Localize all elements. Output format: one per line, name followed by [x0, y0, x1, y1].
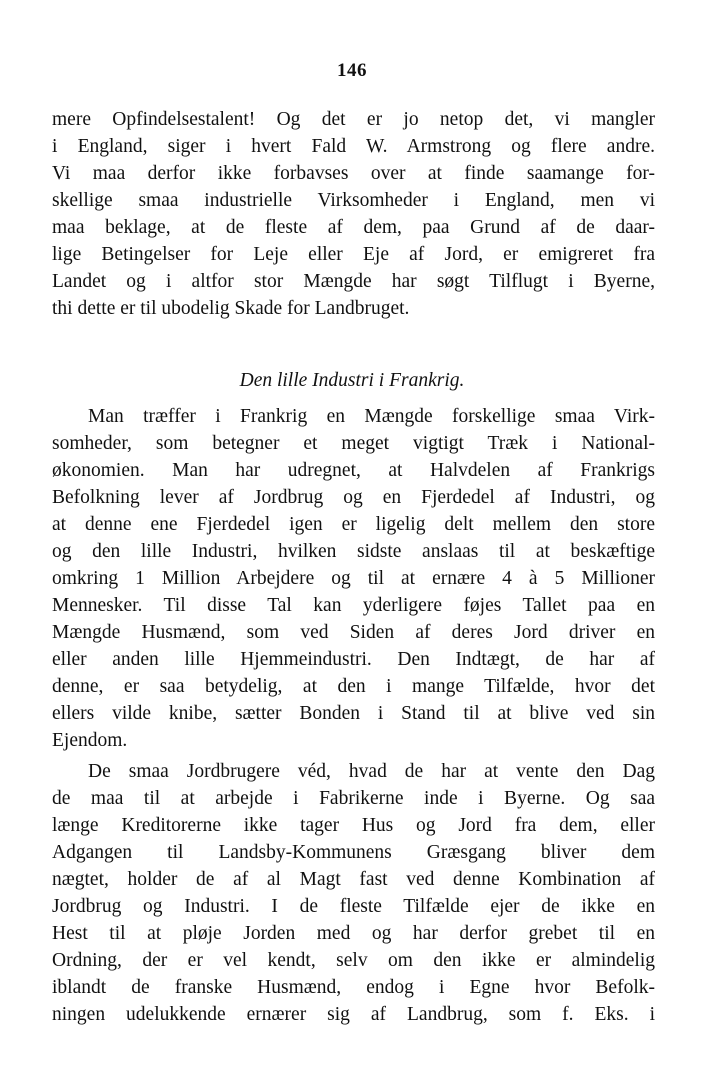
text-line: ningen udelukkende ernærer sig af Landbrug, som f. Eks. i [52, 1004, 655, 1025]
text-line: iblandt de franske Husmænd, endog i Egne hvor Befolk- [52, 977, 655, 998]
text-line: omkring 1 Million Arbejdere og til at ernære 4 à 5 Millioner [52, 568, 655, 589]
text-line: Vi maa derfor ikke forbavses over at finde saamange for- [52, 163, 655, 184]
text-line: skellige smaa industrielle Virksomheder i England, men vi [52, 190, 655, 211]
text-line: nægtet, holder de af al Magt fast ved denne Kombination af [52, 869, 655, 890]
text-line: Ejendom. [52, 730, 128, 751]
text-line: Jordbrug og Industri. I de fleste Tilfælde ejer de ikke en [52, 896, 655, 917]
text-line: maa beklage, at de fleste af dem, paa Grund af de daar- [52, 217, 655, 238]
text-line: Befolkning lever af Jordbrug og en Fjerdedel af Industri, og [52, 487, 655, 508]
text-line: at denne ene Fjerdedel igen er ligelig delt mellem den store [52, 514, 655, 535]
text-line: Mennesker. Til disse Tal kan yderligere føjes Tallet paa en [52, 595, 655, 616]
text-line: somheder, som betegner et meget vigtigt Træk i National- [52, 433, 655, 454]
text-line: Mængde Husmænd, som ved Siden af deres Jord driver en [52, 622, 655, 643]
text-line: de maa til at arbejde i Fabrikerne inde i Byerne. Og saa [52, 788, 655, 809]
text-line: lige Betingelser for Leje eller Eje af Jord, er emigreret fra [52, 244, 655, 265]
text-line: Man træffer i Frankrig en Mængde forskellige smaa Virk- [88, 406, 655, 427]
text-line: Hest til at pløje Jorden med og har derfor grebet til en [52, 923, 655, 944]
text-line: Landet og i altfor stor Mængde har søgt Tilflugt i Byerne, [52, 271, 655, 292]
page-number: 146 [337, 60, 367, 81]
text-line: denne, er saa betydelig, at den i mange Tilfælde, hvor det [52, 676, 655, 697]
text-line: Adgangen til Landsby-Kommunens Græsgang bliver dem [52, 842, 655, 863]
text-line: i England, siger i hvert Fald W. Armstrong og flere andre. [52, 136, 655, 157]
section-heading: Den lille Industri i Frankrig. [239, 370, 465, 391]
text-line: thi dette er til ubodelig Skade for Landbruget. [52, 298, 410, 319]
text-line: Ordning, der er vel kendt, selv om den ikke er almindelig [52, 950, 655, 971]
text-line: længe Kreditorerne ikke tager Hus og Jord fra dem, eller [52, 815, 655, 836]
text-line: ellers vilde knibe, sætter Bonden i Stand til at blive ved sin [52, 703, 655, 724]
text-line: eller anden lille Hjemmeindustri. Den Indtægt, de har af [52, 649, 655, 670]
text-line: økonomien. Man har udregnet, at Halvdelen af Frankrigs [52, 460, 655, 481]
text-line: De smaa Jordbrugere véd, hvad de har at vente den Dag [88, 761, 655, 782]
text-line: og den lille Industri, hvilken sidste anslaas til at beskæftige [52, 541, 655, 562]
text-line: mere Opfindelsestalent! Og det er jo netop det, vi mangler [52, 109, 655, 130]
